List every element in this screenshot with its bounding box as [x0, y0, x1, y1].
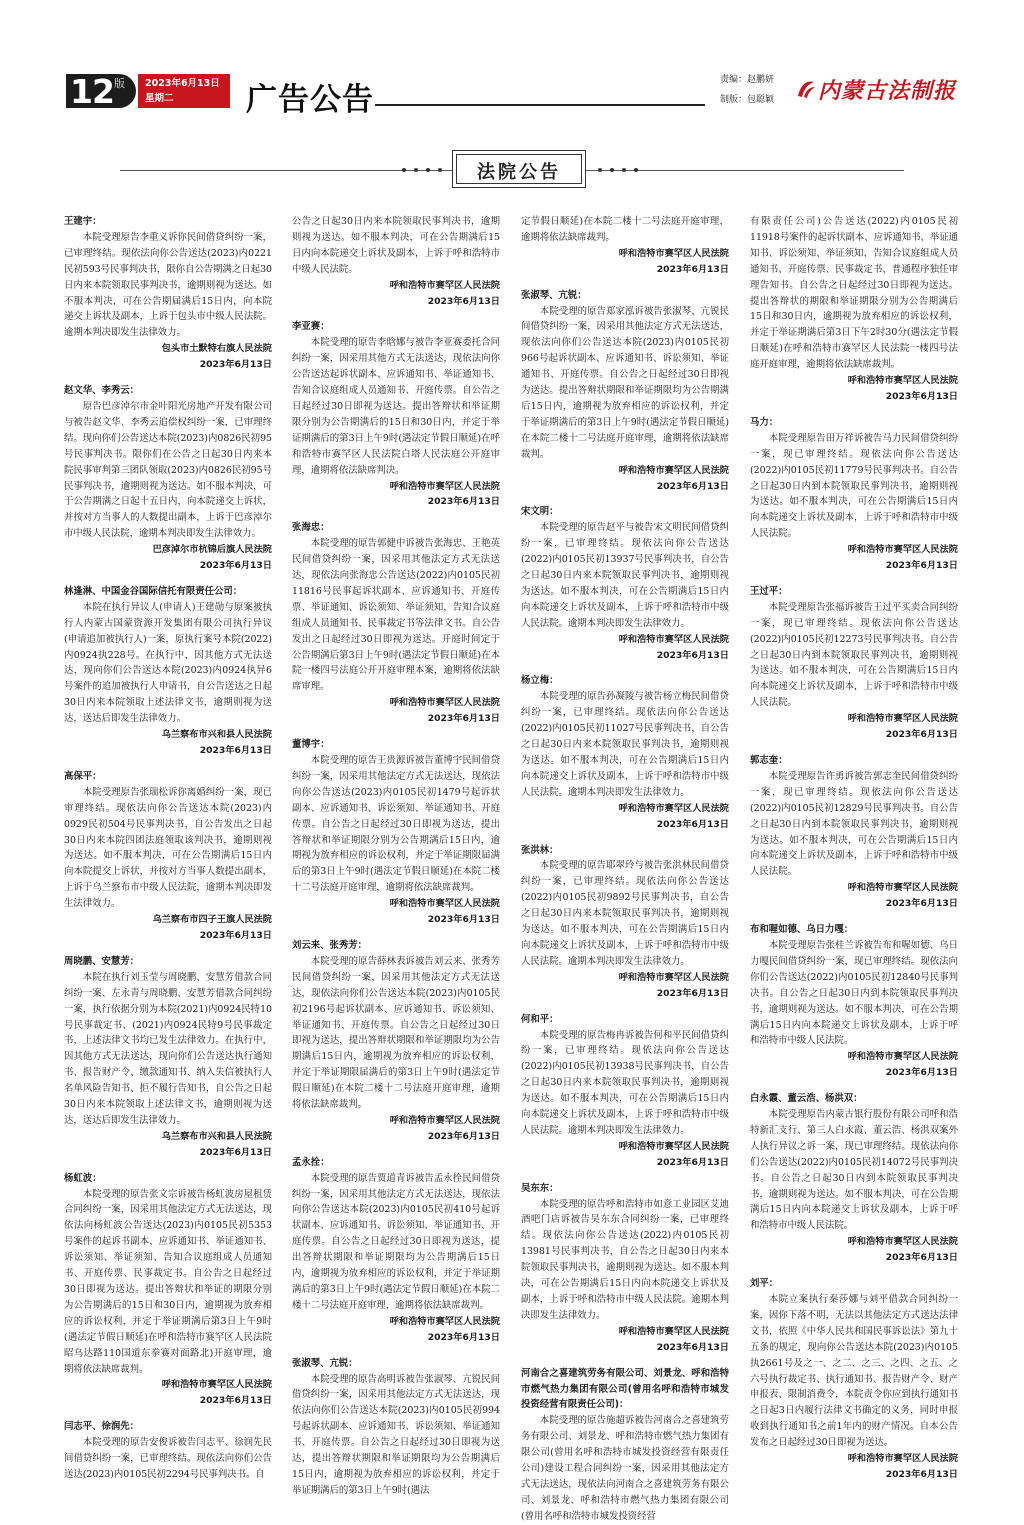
notice-addressee: 杨虹波：	[64, 1172, 102, 1184]
notice-court: 呼和浩特市赛罕区人民法院	[847, 713, 958, 725]
notice-addressee: 何和平：	[521, 1013, 559, 1025]
notice-body: 本院受理原告田万祥诉被告马力民间借贷纠纷一案，现已审理终结。现依法向你公告送达(2022)内0105民初11779号民事判决书。自公告之日起30日内到本院领取民事判决书，逾期则视为送达。如不服本判决，可在公告期满后15日内向本院递交上诉状及副本，上诉于呼和浩特市中级人民法院。	[750, 432, 958, 540]
court-notice	[521, 504, 729, 663]
notice-date: 2023年6月13日	[885, 898, 958, 910]
notice-date: 2023年6月13日	[199, 1395, 272, 1407]
masthead	[0, 66, 1024, 118]
notice-body: 本院立案执行秦莎娜与刘平借款合同纠纷一案，因你下落不明，无法以其他法定方式送达法律文书，依照《中华人民共和国民事诉讼法》第九十五条的规定，现向你公告送达本院(2023)内0105执2661号及之一、之二、之三、之四、之五、之六号执行裁定书、执行通知书、报告财产令、财产申报表、限制消费令，本院责令你应到执行通知书之日起3日内履行法律文书确定的义务，同时申报收到执行通知书之前1年内的财产情况。自本公告发布之日起经过30日即视为送达。	[750, 1294, 958, 1449]
editor-credits	[720, 70, 774, 110]
court-notice	[521, 214, 729, 278]
court-notice	[521, 673, 729, 832]
court-notice	[750, 922, 958, 1081]
notice-body: 本院受理的原告施超诉被告河南合之喜建筑劳务有限公司、刘景龙、呼和浩特市燃气热力集团有限公司(曾用名呼和浩特市城发投资经营有限责任公司)建设工程合同纠纷一案，因采用其他法定方式无法送达，现依法向河南合之喜建筑劳务有限公司、刘景龙、呼和浩特市燃气热力集团有限公司(曾用名呼和浩特市城发投资经营	[521, 1415, 729, 1522]
notice-body: 本院在执行异议人(申请人)王建勋与原案被执行人内蒙古国蒙资源开发集团有限公司执行异议(申请追加被执行人)一案，原执行案号本院(2022)内0924执228号。在执行中，因其他方式无法送达，现向你们公告送达本院(2023)内0924执异6号案件的追加被执行人申请书，自公告送达之日起30日内来本院领取上述法律文书，逾期则视为送达，送达后即发生法律效力。	[64, 601, 272, 725]
notice-body: 本院受理的原告赵平与被告宋文明民间借贷纠纷一案，已审理终结。现依法向你公告送达(2022)内0105民初13937号民事判决书，自公告之日起30日内来本院领取民事判决书，逾期则视为送达。如不服本判决，可在公告期满后15日内向本院递交上诉状及副本，上诉于呼和浩特市中级人民法院。逾期本判决即发生法律效力。	[521, 522, 729, 629]
court-notice	[292, 737, 500, 928]
notice-court: 呼和浩特市赛罕区人民法院	[618, 1140, 729, 1152]
notice-date: 2023年6月13日	[427, 713, 500, 725]
issue-weekday: 星期二	[145, 93, 174, 104]
notice-addressee: 闫志平、徐润先：	[64, 1421, 140, 1433]
notice-addressee: 王建宇：	[64, 216, 102, 227]
notice-addressee: 赵文华、李秀云：	[64, 385, 140, 397]
notice-body: 本院受理的原告耶翠玲与被告张洪林民间借贷纠纷一案，已审理终结。现依法向你公告送达(2022)内0105民初9892号民事判决书，自公告之日起30日内来本院领取民事判决书，逾期则视为送达。如不服本判决，可在公告期满后15日内向本院递交上诉状及副本，上诉于呼和浩特市中级人民法院。逾期本判决即发生法律效力。	[521, 860, 729, 967]
editor-credit: 责编：赵鹏妍	[720, 75, 775, 85]
notice-body: 本院受理的原告呼和浩特市如意工业园区艾迪酒吧门店诉被告吴东东合同纠纷一案，已审理终结。现依法向你公告送达(2022)内0105民初13981号民事判决书，自公告之日起30日内来本院领取民事判决书，逾期则视为送达。如不服本判决，可在公告期满后15日内向本院递交上诉状及副本，上诉于呼和浩特市中级人民法院。逾期本判决即发生法律效力。	[521, 1198, 729, 1321]
column-4	[750, 214, 958, 1480]
banner-box	[452, 150, 586, 188]
issue-date: 2023年6月13日	[145, 78, 220, 89]
banner-title: 法院公告	[477, 162, 561, 183]
page-suffix: 版	[114, 77, 125, 90]
notice-court: 呼和浩特市赛罕区人民法院	[847, 544, 958, 556]
notice-body: 本院受理原告内蒙古银行股份有限公司呼和浩特新汇支行、第三人白永霞、董云浩、杨洪双案外人执行异议之诉一案，现已审理终结。现依法向你们公告送达(2022)内0105民初14072号民事判决书。自公告之日起30日内到本院领取民事判决书，逾期则视为送达。如不服本判决，可在公告期满后15日内向本院递交上诉状及副本，上诉于呼和浩特市中级人民法院。	[750, 1109, 958, 1232]
notice-addressee: 郭志奎：	[750, 755, 788, 766]
notice-court: 呼和浩特市赛罕区人民法院	[618, 633, 729, 645]
notice-body: 本院受理的原告郭健中诉被告张海忠、王艳英民间借贷纠纷一案，因采用其他法定方式无法送达，现依法向张海忠公告送达(2022)内0105民初11816号民事起诉状副本、应诉通知书、开庭传票、举证通知、诉讼须知、举证须知，告知合议庭组成人员通知书、民事裁定书等法律文书。自公告发出之日起经过30日即视为送达。开庭时间定于公告期满后第3日上午9时(遇法定节假日顺延)在本院一楼四号法庭公开开庭审理本案，逾期将依法缺席审理。	[292, 538, 500, 693]
court-notice	[292, 1155, 500, 1346]
notice-date: 2023年6月13日	[427, 295, 500, 307]
notice-date: 2023年6月13日	[199, 745, 272, 756]
notice-addressee: 张淑琴、亢锐：	[292, 1357, 358, 1369]
banner-ornament-left	[398, 166, 450, 174]
notice-court: 呼和浩特市赛罕区人民法院	[847, 882, 958, 894]
notice-addressee: 河南合之喜建筑劳务有限公司、刘景龙、呼和浩特市燃气热力集团有限公司(曾用名呼和浩特市城发投资经营有限责任公司)：	[521, 1367, 729, 1411]
notice-addressee: 布和喔如德、乌日力嘎：	[750, 924, 854, 936]
notice-court: 呼和浩特市赛罕区人民法院	[618, 802, 729, 814]
notice-addressee: 李亚赛：	[292, 321, 330, 333]
court-notice	[64, 1171, 272, 1410]
notice-body: 公告之日起30日内来本院领取民事判决书，逾期则视为送达。如不服本判决，可在公告期满后15日内向本院递交上诉状及副本，上诉于呼和浩特市中级人民法院。	[292, 216, 500, 275]
court-notice	[64, 1419, 272, 1483]
notice-body: 有限责任公司)公告送达(2022)内0105民初11918号案件的起诉状副本、应诉通知书、举证通知书、诉讼须知、举证须知、告知合议庭组成人员通知书、开庭传票、民事裁定书、普通程序独任审理告知书。自公告之日起经过30日即视为送达。提出答辩状的期限和举证期限分别为公告期满后15日和30日内，逾期视为放弃相应的诉讼权利，并定于举证期满后第3日下午2时30分(遇法定节假日顺延)在呼和浩特市赛罕区人民法院一楼四号法庭开庭审理，逾期将依法缺席裁判。	[750, 216, 958, 371]
notice-date: 2023年6月13日	[656, 263, 729, 275]
court-notice	[292, 1356, 500, 1499]
court-notice	[64, 769, 272, 944]
court-notice	[292, 520, 500, 727]
notice-body: 本院受理的原告王贵源诉被告董博宇民间借贷纠纷一案，因采用其他法定方式无法送达，现依法向你公告送达(2023)内0105民初1479号起诉状副本、应诉通知书、诉讼须知、举证通知书、开庭传票。自公告之日起经过30日即视为送达，提出答辩状和举证期限分别为公告期满后15日内，逾期视为放弃相应的诉讼权利，并定于举证期限届满后的第3日上午9时(遇法定节假日顺延)在本院二楼十二号法庭开庭审理，逾期将依法缺席裁判。	[292, 755, 500, 894]
notice-court: 乌兰察布市四子王旗人民法院	[152, 914, 272, 926]
section-title: 广告公告	[246, 82, 374, 118]
court-notice	[64, 214, 272, 373]
notice-addressee: 周晓鹏、安慧芳：	[64, 955, 140, 967]
notice-addressee: 王过平：	[750, 585, 788, 597]
notice-court: 包头市土默特右旗人民法院	[161, 343, 272, 355]
notice-addressee: 吴东东：	[521, 1182, 559, 1194]
notice-court: 呼和浩特市赛罕区人民法院	[161, 1379, 272, 1391]
court-notice	[64, 383, 272, 574]
column-1	[64, 214, 272, 1480]
notice-date: 2023年6月13日	[885, 1252, 958, 1264]
notice-court: 呼和浩特市赛罕区人民法院	[618, 971, 729, 983]
notice-court: 呼和浩特市赛罕区人民法院	[389, 279, 500, 291]
court-notice	[64, 954, 272, 1161]
notice-date: 2023年6月13日	[885, 390, 958, 402]
newspaper-logo-icon	[795, 78, 817, 100]
court-notice	[750, 214, 958, 405]
notice-court: 呼和浩特市赛罕区人民法院	[389, 480, 500, 492]
notice-date: 2023年6月13日	[427, 496, 500, 508]
notice-addressee: 张海忠：	[292, 522, 330, 534]
notice-body: 定节假日顺延)在本院二楼十二号法庭开庭审理，逾期将依法缺席裁判。	[521, 216, 729, 243]
notice-body: 本院受理的原告安俊诉被告闫志平、徐润先民间借贷纠纷一案，已审理终结。现依法向你们公告送达(2023)内0105民初2294号民事判决书。自	[64, 1437, 272, 1480]
notice-body: 本院受理原告张桂兰诉被告布和喔如德、乌日力嘎民间借贷纠纷一案，现已审理终结。现依法向你们公告送达(2022)内0105民初12840号民事判决书。自公告之日起30日内到本院领取民事判决书，逾期则视为送达。如不服本判决，可在公告期满后15日内向本院递交上诉状及副本，上诉于呼和浩特市中级人民法院。	[750, 939, 958, 1047]
notice-date: 2023年6月13日	[885, 1468, 958, 1480]
notice-addressee: 白永霞、董云浩、杨洪双：	[750, 1093, 863, 1105]
notice-body: 本院受理原告张瑞松诉你离婚纠纷一案，现已审理终结。现依法向你公告送达本院(2023)内0929民初504号民事判决书，自公告发出之日起30日内来本院四团法庭领取该判决书，逾期则视为送达。如不服本判决，可在公告期满后15日内向本院提交上诉状，并按对方当事人数提出副本，上诉于乌兰察布市中级人民法院，逾期本判决即发生法律效力。	[64, 786, 272, 910]
banner-ornament-right	[590, 166, 642, 174]
notice-court: 呼和浩特市赛罕区人民法院	[847, 1051, 958, 1063]
notice-court: 呼和浩特市赛罕区人民法院	[389, 697, 500, 709]
notice-addressee: 宋文明：	[521, 506, 559, 518]
notice-body: 本院受理原告张福诉被告王过平买卖合同纠纷一案，现已审理终结。现依法向你公告送达(2022)内0105民初12273号民事判决书。自公告之日起30日内到本院领取民事判决书，逾期则视为送达。如不服本判决，可在公告期满后15日内向本院递交上诉状及副本，上诉于呼和浩特市中级人民法院。	[750, 601, 958, 709]
court-notice	[750, 753, 958, 912]
notice-court: 呼和浩特市赛罕区人民法院	[389, 1315, 500, 1327]
notice-court: 呼和浩特市赛罕区人民法院	[389, 1114, 500, 1126]
notice-body: 本院受理的原告贾道青诉被告孟永拴民间借贷纠纷一案，因采用其他法定方式无法送达，现依法向你公告送达本院(2023)内0105民初410号起诉状副本、应诉通知书、诉讼须知、举证通知书、开庭传票。自公告之日起经过30日即视为送达，提出答辩状期限和举证期限均为公告期满后15日内，逾期视为放弃相应的诉讼权利，并定于举证期满后的第3日上午9时(遇法定节假日顺延)在本院二楼十二号法庭开庭审理，逾期将依法缺席裁判。	[292, 1172, 500, 1311]
notice-addressee: 马力：	[750, 416, 779, 428]
notice-date: 2023年6月13日	[656, 649, 729, 661]
notice-addressee: 高保平：	[64, 770, 102, 782]
court-notice	[750, 1091, 958, 1266]
notice-court: 呼和浩特市赛罕区人民法院	[847, 1236, 958, 1248]
notice-date: 2023年6月13日	[885, 560, 958, 572]
newspaper-logo-text: 内蒙古法制报	[818, 78, 957, 104]
page-number-badge	[66, 72, 136, 111]
court-notice	[64, 584, 272, 759]
notice-body: 本院在执行刘玉莹与周晓鹏、安慧芳借款合同纠纷一案、左永青与周晓鹏、安慧芳借款合同纠纷一案，执行依据分别为本院(2021)内0924民特10号民事裁定书、(2021)内0924民特9号民事裁定书，上述法律文书均已发生法律效力。在执行中，因其他方式无法送达，现向你们公告送达执行通知书、报告财产令、缴款通知书、纳入失信被执行人名单风险告知书、拒不履行告知书，自公告之日起30日内来本院领取上述法律文书，逾期则视为送达，送达后即发生法律效力。	[64, 971, 272, 1126]
notice-date: 2023年6月13日	[656, 987, 729, 999]
notice-addressee: 张淑琴、亢锐：	[521, 289, 587, 301]
notice-court: 呼和浩特市赛罕区人民法院	[847, 375, 958, 387]
notice-body: 本院受理的原告张文宗诉被告杨虹波房屋租赁合同纠纷一案，因采用其他法定方式无法送达，现依法向杨虹波公告送达(2023)内0105民初5353号案件的起诉书副本、应诉通知书、举证通知书、诉讼须知、举证须知、告知合议庭组成人员通知书、开庭传票、民事裁定书。自公告之日起经过30日即视为送达。提出答辩状和举证的期限分别为公告期满后的15日和30日内，逾期视为放弃相应的诉讼权利，并定于举证期满后第3日上午9时(遇法定节假日顺延)在呼和浩特市赛罕区人民法院昭乌达路110国道东拳赛对面路北)开庭审理，逾期将依法缺席裁判。	[64, 1188, 272, 1375]
notice-court: 乌兰察布市兴和县人民法院	[161, 1130, 272, 1142]
notice-body: 本院受理的原告郑家泓诉被告张淑琴、亢锐民间借贷纠纷一案，因采用其他法定方式无法送达，现依法向你们公告送达本院(2023)内0105民初966号起诉状副本、应诉通知书、诉讼须知、举证通知书、开庭传票。自公告之日起经过30日即视为送达。提出答辩状期限和举证期限均为公告期满后15日内，逾期视为放弃相应的诉讼权利，并定于举证期满后的第3日上午9时(遇法定节假日顺延)在本院二楼十二号法庭开庭审理，逾期将依法缺席裁判。	[521, 305, 729, 460]
notice-date: 2023年6月13日	[199, 929, 272, 941]
notice-body: 本院受理原告许勇诉被告郭志奎民间借贷纠纷一案，现已审理终结。现依法向你公告送达(2022)内0105民初12829号民事判决书。自公告之日起30日内到本院领取民事判决书，逾期则视为送达。如不服本判决，可在公告期满后15日内向本院递交上诉状及副本，上诉于呼和浩特市中级人民法院。	[750, 770, 958, 878]
notice-body: 本院受理的原告李晗娜与被告李亚赛委托合同纠纷一案，因采用其他方式无法送达，现依法向你公告送达起诉状副本、应诉通知书、举证通知书、告知合议庭组成人员通知书、开庭传票。自公告之日起经过30日即视为送达。提出答辩状和举证期限分别为公告期满后的15日和30日内，并定于举证期满后的第3日上午9时(遇法定节假日顺延)在呼和浩特市赛罕区人民法院白塔人民法庭公开庭审理，逾期将依法缺席判决。	[292, 337, 500, 476]
notice-date: 2023年6月13日	[199, 560, 272, 572]
notice-body: 本院受理的原告薛林表诉被告刘云来、张秀芳民间借贷纠纷一案，因采用其他法定方式无法送达，现依法向你们公告送达本院(2023)内0105民初2196号起诉状副本、应诉通知书、诉讼须知、举证通知书、开庭传票。自公告之日起经过30日即视为送达，提出答辩状期限和举证期限均为公告期满后15日内，逾期视为放弃相应的诉讼权利，并定于举证期限届满后的第3日上午9时(遇法定节假日顺延)在本院二楼十二号法庭开庭审理，逾期将依法缺席裁判。	[292, 955, 500, 1111]
notice-body: 原告巴彦淖尔市金叶阳光房地产开发有限公司与被告赵文华、李秀云追偿权纠纷一案，已审理终结。现向你们公告送达本院(2023)内0826民初95号民事判决书。限你们在公告之日起30日内来本院民事审判第三团队领取(2023)内0826民初95号民事判决书，逾期则视为送达。如不服本判决，可于公告期满之日起十五日内，向本院递交上诉状，并按对方当事人的人数提出副本，上诉于巴彦淖尔市中级人民法院，逾期本判决即发生法律效力。	[64, 400, 272, 540]
court-notice	[750, 1276, 958, 1483]
notice-court: 呼和浩特市赛罕区人民法院	[618, 464, 729, 476]
producer-credit: 制版：包聪颖	[720, 95, 775, 105]
date-badge	[138, 74, 230, 108]
notice-addressee: 刘云来、张秀芳：	[292, 939, 368, 951]
notice-date: 2023年6月13日	[427, 914, 500, 926]
column-3	[521, 214, 729, 1522]
notice-date: 2023年6月13日	[656, 480, 729, 492]
notice-court: 呼和浩特市赛罕区人民法院	[618, 247, 729, 259]
notice-court: 呼和浩特市赛罕区人民法院	[847, 1453, 958, 1465]
notice-addressee: 杨立梅：	[521, 675, 559, 687]
court-notice	[292, 938, 500, 1145]
court-notice	[750, 415, 958, 574]
notice-body: 本院受理的原告孙凝陵与被告杨立梅民间借贷纠纷一案，已审理终结。现依法向你公告送达(2022)内0105民初11027号民事判决书，自公告之日起30日内来本院领取民事判决书，逾期则视为送达。如不服本判决，可在公告期满后15日内向本院递交上诉状及副本，上诉于呼和浩特市中级人民法院。逾期本判决即发生法律效力。	[521, 691, 729, 798]
court-notice	[521, 288, 729, 495]
court-notice	[521, 1012, 729, 1171]
notice-date: 2023年6月13日	[199, 359, 272, 371]
notice-addressee: 董博宇：	[292, 739, 330, 751]
notice-addressee: 孟永拴：	[292, 1156, 330, 1168]
notice-court: 乌兰察布市兴和县人民法院	[161, 729, 272, 741]
notice-addressee: 张洪林：	[521, 844, 559, 856]
notice-date: 2023年6月13日	[885, 1067, 958, 1079]
court-notice	[750, 584, 958, 743]
notice-date: 2023年6月13日	[885, 729, 958, 741]
notice-court: 巴彦淖尔市杭锦后旗人民法院	[152, 544, 272, 556]
court-notice	[521, 843, 729, 1002]
court-notice	[292, 319, 500, 510]
notice-date: 2023年6月13日	[656, 1341, 729, 1353]
notice-addressee: 林逢淋、中国金谷国际信托有限责任公司：	[64, 585, 243, 597]
notice-date: 2023年6月13日	[427, 1331, 500, 1343]
notice-body: 本院受理的原告梅冉诉被告何和平民间借贷纠纷一案，已审理终结。现依法向你公告送达(2022)内0105民初13938号民事判决书，自公告之日起30日内来本院领取民事判决书，逾期则视为送达。如不服本判决，可在公告期满后15日内向本院递交上诉状及副本，上诉于呼和浩特市中级人民法院。逾期本判决即发生法律效力。	[521, 1029, 729, 1136]
notice-court: 呼和浩特市赛罕区人民法院	[618, 1325, 729, 1337]
court-notice	[521, 1366, 729, 1525]
notice-body: 本院受理的原告高明诉被告张淑琴、亢锐民间借贷纠纷一案，因采用其他法定方式无法送达，现依法向你们公告送达本院(2023)内0105民初994号起诉状副本、应诉通知书、诉讼须知、举证通知书、开庭传票。自公告之日起经过30日即视为送达，提出答辩状期限和举证期限均为公告期满后15日内，逾期视为放弃相应的诉讼权利，并定于举证期满后的第3日上午9时(遇法	[292, 1373, 500, 1496]
notice-date: 2023年6月13日	[199, 1146, 272, 1158]
court-notice	[521, 1181, 729, 1356]
notice-date: 2023年6月13日	[656, 818, 729, 830]
notice-date: 2023年6月13日	[427, 1130, 500, 1142]
notice-court: 呼和浩特市赛罕区人民法院	[389, 898, 500, 910]
notice-body: 本院受理原告李重义诉你民间借贷纠纷一案，已审理终结。现依法向你公告送达(2023)内0221民初593号民事判决书，限你自公告期满之日起30日内来本院领取民事判决书，逾期则视为送达。如不服本判决，可在公告期届满后15日内，向本院递交上诉状及副本，上诉于包头市中级人民法院。逾期本判决即发生法律效力。	[64, 231, 272, 339]
page-number: 12	[70, 72, 114, 111]
title-rule	[375, 104, 705, 106]
court-notice	[292, 214, 500, 309]
column-2	[292, 214, 500, 1496]
notice-date: 2023年6月13日	[656, 1156, 729, 1168]
notice-addressee: 刘平：	[750, 1278, 779, 1290]
